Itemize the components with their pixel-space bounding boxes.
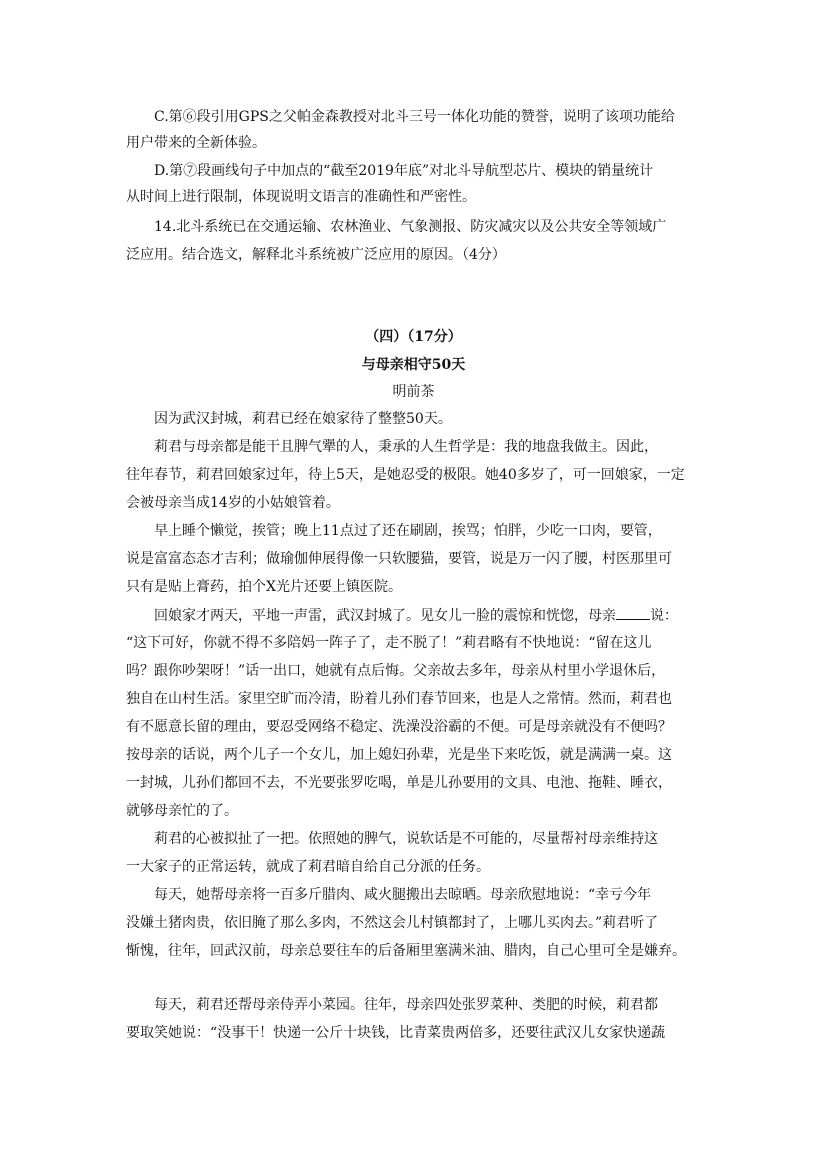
paragraph-1: 因为武汉封城，莉君已经在娘家待了整整50天。 — [154, 411, 452, 427]
paragraph-4-line-2: “这下可好，你就不得不多陪妈一阵子了，走不脱了！”莉君略有不快地说：“留在这儿 — [126, 635, 652, 651]
option-d-line-2: 从时间上进行限制，体现说明文语言的准确性和严密性。 — [126, 189, 476, 205]
paragraph-2-line-3: 会被母亲当成14岁的小姑娘管着。 — [126, 495, 340, 511]
paragraph-4-line-7: 一封城，儿孙们都回不去，不光要张罗吃喝，单是儿孙要用的文具、电池、拖鞋、睡衣， — [126, 775, 672, 791]
paragraph-6-line-2: 没嫌土猪肉贵，依旧腌了那么多肉，不然这会儿村镇都封了，上哪儿买肉去。”莉君听了 — [126, 915, 659, 931]
paragraph-5-line-2: 一大家子的正常运转，就成了莉君暗自给自己分派的任务。 — [126, 859, 490, 875]
paragraph-4-line-1-end: 说： — [650, 608, 678, 624]
paragraph-4-line-3: 吗？跟你吵架呀！”话一出口，她就有点后悔。父亲故去多年，母亲从村里小学退休后， — [126, 663, 666, 679]
question-14-line-1: 14.北斗系统已在交通运输、农林渔业、气象测报、防灾减灾以及公共安全等领域广 — [154, 219, 667, 235]
paragraph-4-line-4: 独自在山村生活。家里空旷而冷清，盼着儿孙们春节回来，也是人之常情。然而，莉君也 — [126, 691, 672, 707]
paragraph-3-line-3: 只有是贴上膏药，拍个X光片还要上镇医院。 — [126, 579, 402, 595]
fill-in-blank — [616, 606, 650, 620]
question-14-line-2: 泛应用。结合选文，解释北斗系统被广泛应用的原因。（4分） — [126, 247, 506, 263]
option-c-line-1: C.第⑥段引用GPS之父帕金森教授对北斗三号一体化功能的赞誉，说明了该项功能给 — [154, 109, 675, 125]
paragraph-3-line-1: 早上睡个懒觉，挨管；晚上11点过了还在刷剧，挨骂；怕胖，少吃一口肉，要管， — [154, 523, 662, 539]
paragraph-2-line-1: 莉君与母亲都是能干且脾气犟的人，秉承的人生哲学是：我的地盘我做主。因此， — [154, 439, 658, 455]
paragraph-4-line-8: 就够母亲忙的了。 — [126, 803, 238, 819]
section-heading: （四）（17分） — [365, 329, 462, 345]
paragraph-7-line-1: 每天，莉君还帮母亲侍弄小菜园。往年，母亲四处张罗菜种、类肥的时候，莉君都 — [154, 997, 658, 1013]
story-author: 明前茶 — [392, 384, 435, 400]
paragraph-3-line-2: 说是富富态态才吉利；做瑜伽伸展得像一只软腰猫，要管，说是万一闪了腰，村医那里可 — [126, 551, 672, 567]
paragraph-4-line-6: 按母亲的话说，两个儿子一个女儿，加上媳妇孙辈，光是坐下来吃饭，就是满满一桌。这 — [126, 747, 672, 763]
paragraph-6-line-3: 惭愧，往年，回武汉前，母亲总要往车的后备厢里塞满米油、腊肉，自己心里可全是嫌弃。 — [126, 943, 686, 959]
story-title: 与母亲相守50天 — [361, 357, 466, 373]
paragraph-5-line-1: 莉君的心被拟扯了一把。依照她的脾气，说软话是不可能的，尽量帮衬母亲维持这 — [154, 831, 658, 847]
paragraph-6-line-1: 每天，她帮母亲将一百多斤腊肉、咸火腿搬出去晾晒。母亲欣慰地说：“幸亏今年 — [154, 887, 652, 903]
paragraph-7-line-2: 要取笑她说：“没事干！快递一公斤十块钱，比青菜贵两倍多，还要往武汉儿女家快递蔬 — [126, 1025, 666, 1041]
paragraph-4-line-5: 有不愿意长留的理由，要忍受网络不稳定、洗澡没浴霸的不便。可是母亲就没有不便吗？ — [126, 719, 672, 735]
paragraph-4-line-1-text: 回娘家才两天，平地一声雷，武汉封城了。见女儿一脸的震惊和恍惚，母亲 — [154, 608, 616, 624]
paragraph-2-line-2: 往年春节，莉君回娘家过年，待上5天，是她忍受的极限。她40多岁了，可一回娘家，一定 — [126, 467, 685, 483]
option-d-line-1: D.第⑦段画线句子中加点的“截至2019年底”对北斗导航型芯片、模块的销量统计 — [154, 163, 654, 179]
option-c-line-2: 用户带来的全新体验。 — [126, 135, 266, 151]
paragraph-4-line-1 — [154, 606, 706, 625]
